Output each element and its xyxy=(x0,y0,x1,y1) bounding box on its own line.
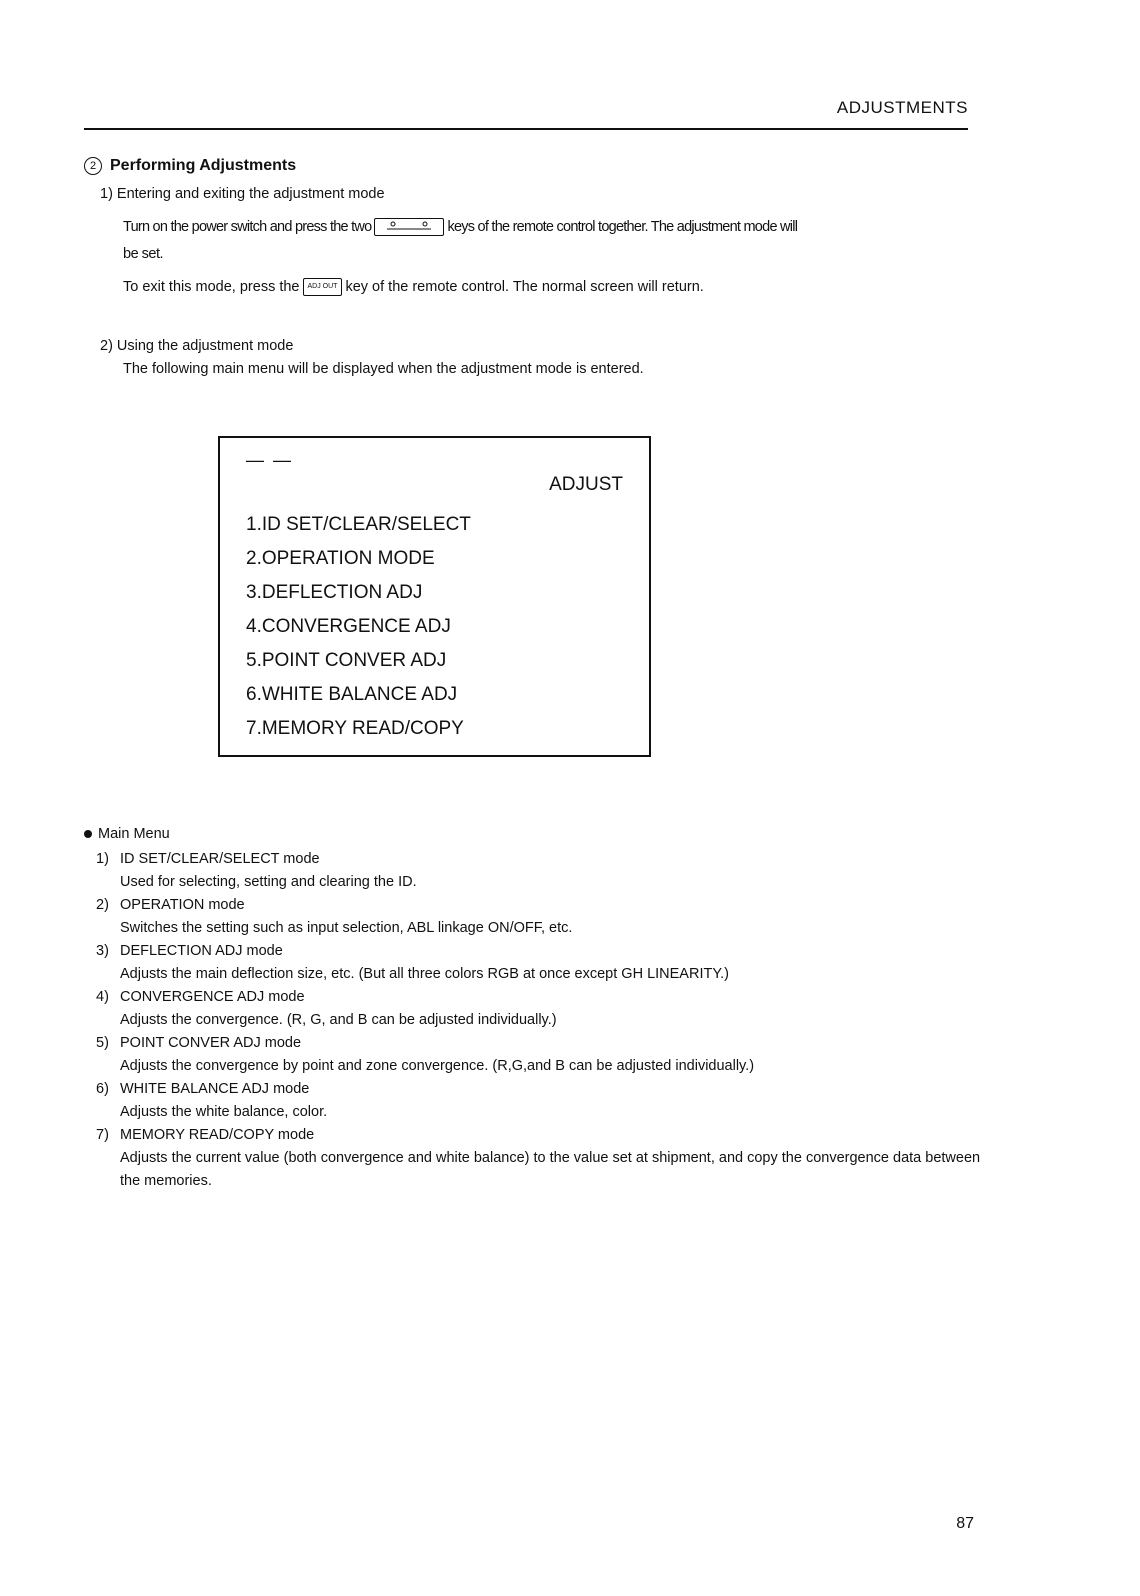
circled-number: 2 xyxy=(84,157,102,175)
list-item xyxy=(96,848,996,871)
entry-number: 3) xyxy=(96,943,109,959)
list-item xyxy=(96,986,996,1009)
entry-desc: Switches the setting such as input selection, ABL linkage ON/OFF, etc. xyxy=(120,920,573,936)
step1-exit-before: To exit this mode, press the xyxy=(123,278,300,295)
menu-dash: — — xyxy=(246,450,294,470)
entry-desc: Adjusts the main deflection size, etc. (But all three colors RGB at once except GH LINEARITY.) xyxy=(120,966,729,982)
entry-desc: Adjusts the convergence by point and zone convergence. (R,G,and B can be adjusted individually.) xyxy=(120,1058,755,1074)
list-item xyxy=(96,940,996,963)
entry-number: 2) xyxy=(96,897,109,913)
step1-line1 xyxy=(123,218,797,236)
entry-name: POINT CONVER ADJ mode xyxy=(120,1035,302,1051)
main-menu-heading xyxy=(84,826,170,842)
entry-name: OPERATION mode xyxy=(120,897,245,913)
step1-line1-after: keys of the remote control together. The adjustment mode will xyxy=(447,218,798,235)
menu-item: 3.DEFLECTION ADJ xyxy=(246,582,423,603)
menu-item: 7.MEMORY READ/COPY xyxy=(246,718,464,739)
step1-exit xyxy=(123,278,704,296)
menu-item: 2.OPERATION MODE xyxy=(246,548,435,569)
list-item xyxy=(96,1078,996,1101)
step2-heading: 2) Using the adjustment mode xyxy=(100,338,294,354)
bullet-icon xyxy=(84,830,92,838)
adj-out-key-icon: ADJ OUT xyxy=(303,278,343,296)
step1-exit-after: key of the remote control. The normal screen will return. xyxy=(345,278,704,295)
step1-heading: 1) Entering and exiting the adjustment mode xyxy=(100,186,385,202)
entry-number: 6) xyxy=(96,1081,109,1097)
page-number: 87 xyxy=(956,1515,974,1532)
step1-line1-before: Turn on the power switch and press the two xyxy=(123,218,372,235)
entry-desc: Adjusts the current value (both convergence and white balance) to the value set at shipment, and copy the convergence data between the memories. xyxy=(120,1150,981,1189)
menu-item: 4.CONVERGENCE ADJ xyxy=(246,616,451,637)
list-item xyxy=(96,1124,996,1147)
menu-title: ADJUST xyxy=(549,474,623,495)
menu-items xyxy=(246,508,471,746)
entry-name: DEFLECTION ADJ mode xyxy=(120,943,283,959)
header-rule xyxy=(84,128,968,130)
entry-name: CONVERGENCE ADJ mode xyxy=(120,989,305,1005)
entry-name: ID SET/CLEAR/SELECT mode xyxy=(120,851,320,867)
entry-number: 5) xyxy=(96,1035,109,1051)
adjust-menu-screen xyxy=(218,436,651,757)
section-title xyxy=(84,157,296,175)
step1-line2: be set. xyxy=(123,246,164,262)
menu-item: 6.WHITE BALANCE ADJ xyxy=(246,684,458,705)
entry-number: 1) xyxy=(96,851,109,867)
entry-number: 4) xyxy=(96,989,109,1005)
entry-name: MEMORY READ/COPY mode xyxy=(120,1127,315,1143)
remote-key-icon xyxy=(374,218,444,236)
entry-desc: Used for selecting, setting and clearing the ID. xyxy=(120,874,417,890)
main-menu-heading-text: Main Menu xyxy=(98,826,170,842)
entry-name: WHITE BALANCE ADJ mode xyxy=(120,1081,310,1097)
menu-item: 1.ID SET/CLEAR/SELECT xyxy=(246,514,471,535)
step2-desc: The following main menu will be displayed when the adjustment mode is entered. xyxy=(123,361,644,377)
menu-item: 5.POINT CONVER ADJ xyxy=(246,650,447,671)
section-title-text: Performing Adjustments xyxy=(110,157,297,174)
entry-desc: Adjusts the convergence. (R, G, and B can be adjusted individually.) xyxy=(120,1012,557,1028)
entry-number: 7) xyxy=(96,1127,109,1143)
list-item xyxy=(96,894,996,917)
list-item xyxy=(96,1032,996,1055)
entry-desc: Adjusts the white balance, color. xyxy=(120,1104,328,1120)
section-header: ADJUSTMENTS xyxy=(836,98,968,117)
main-menu-list xyxy=(96,848,996,1193)
